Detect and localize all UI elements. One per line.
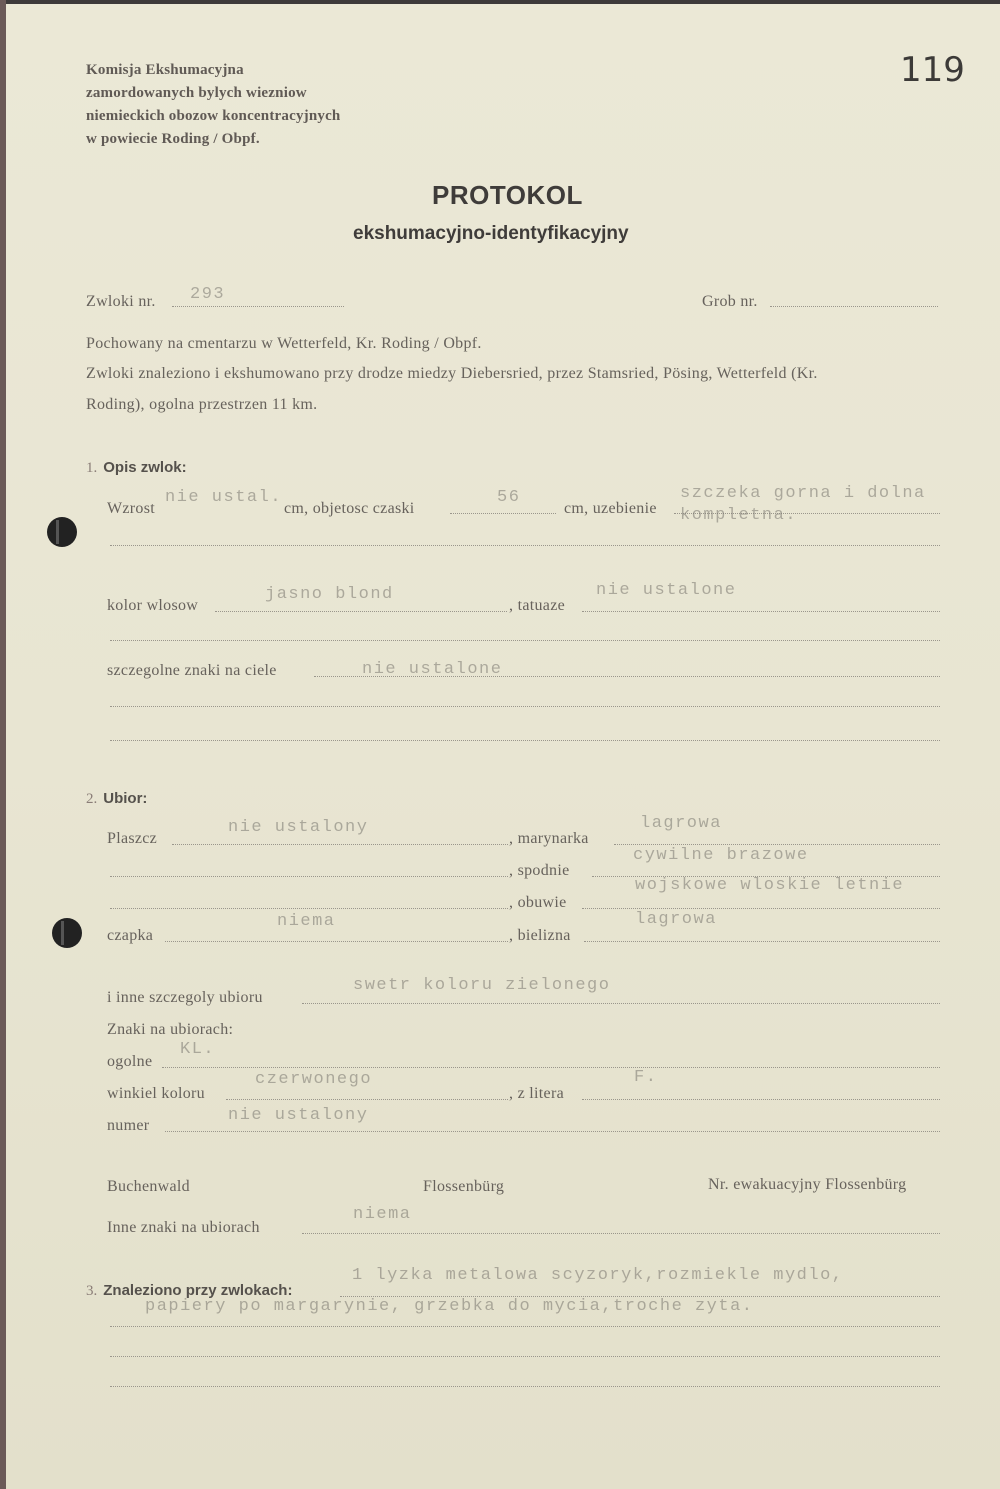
clothing-marks-heading: Znaki na ubiorach: <box>107 1021 234 1038</box>
cap-label: czapka <box>107 927 154 944</box>
found-items-value-1: 1 lyzka metalowa scyzoryk,rozmiekle mydlo, <box>352 1266 844 1285</box>
teeth-value-1: szczeka gorna i dolna <box>680 484 926 503</box>
number-label: numer <box>107 1117 150 1134</box>
height-value: nie ustal. <box>165 488 283 507</box>
found-items-value-2: papiery po margarynie, grzebka do mycia,troche zyta. <box>145 1297 754 1316</box>
other-clothing-marks-line <box>302 1233 940 1234</box>
evacuation-number-label: Nr. ewakuacyjny Flossenbürg <box>708 1176 907 1193</box>
section-1-number: 1. <box>86 460 98 476</box>
underwear-value: lagrowa <box>635 910 717 929</box>
other-clothing-marks-value: niema <box>353 1205 412 1224</box>
shoes-label: , obuwie <box>509 894 567 911</box>
corpse-number-label: Zwloki nr. <box>86 293 156 310</box>
org-line-1: Komisja Ekshumacyjna <box>86 62 244 78</box>
general-mark-line <box>162 1067 940 1068</box>
coat-line <box>172 844 508 845</box>
section-1-title: Opis zwlok: <box>103 459 187 476</box>
corpse-number-value: 293 <box>190 285 226 304</box>
winkiel-color-label: winkiel koloru <box>107 1085 205 1102</box>
skull-line <box>450 513 556 514</box>
section-3-number: 3. <box>86 1283 98 1299</box>
hair-color-line <box>215 611 507 612</box>
other-clothing-line <box>302 1003 940 1004</box>
section-1-blank-line-1 <box>110 545 940 546</box>
org-line-4: w powiecie Roding / Obpf. <box>86 131 260 147</box>
punch-hole-top <box>47 517 77 547</box>
body-marks-value: nie ustalone <box>362 660 503 679</box>
found-items-line-3 <box>110 1356 940 1357</box>
trousers-label: , spodnie <box>509 862 570 879</box>
winkiel-color-line <box>226 1099 508 1100</box>
cap-value: niema <box>277 912 336 931</box>
jacket-value: lagrowa <box>640 814 722 833</box>
other-clothing-label: i inne szczegoly ubioru <box>107 989 263 1006</box>
shoes-left-line <box>110 908 508 909</box>
found-items-line-2 <box>110 1326 940 1327</box>
underwear-line <box>584 941 940 942</box>
shoes-value: wojskowe wloskie letnie <box>635 876 905 895</box>
skull-value: 56 <box>497 488 521 507</box>
section-1-heading <box>86 459 187 477</box>
number-line <box>165 1131 940 1132</box>
page-number: 119 <box>900 50 965 90</box>
letter-value: F. <box>634 1068 658 1087</box>
hair-color-value: jasno blond <box>265 585 394 604</box>
grave-number-line <box>770 306 938 307</box>
grave-number-label: Grob nr. <box>702 293 758 310</box>
tattoo-line <box>582 611 940 612</box>
height-label: Wzrost <box>107 500 156 517</box>
burial-place-text: Pochowany na cmentarzu w Wetterfeld, Kr. Roding / Obpf. <box>86 335 482 352</box>
found-location-line-1: Zwloki znaleziono i ekshumowano przy drodze miedzy Diebersried, przez Stamsried, Pösing, Wetterfeld (Kr. <box>86 365 818 382</box>
org-line-2: zamordowanych bylych wiezniow <box>86 85 307 101</box>
other-clothing-value: swetr koloru zielonego <box>353 976 611 995</box>
teeth-value-2: kompletna. <box>680 506 798 525</box>
general-mark-value: KL. <box>180 1040 216 1059</box>
number-value: nie ustalony <box>228 1106 369 1125</box>
section-2-heading <box>86 790 147 808</box>
document-subtitle: ekshumacyjno-identyfikacyjny <box>353 223 629 244</box>
coat-label: Plaszcz <box>107 830 158 847</box>
org-line-3: niemieckich obozow koncentracyjnych <box>86 108 341 124</box>
document-title: PROTOKOL <box>432 180 583 210</box>
tattoo-label: , tatuaze <box>509 597 565 614</box>
letter-line <box>582 1099 940 1100</box>
section-1-blank-line-4 <box>110 740 940 741</box>
other-clothing-marks-label: Inne znaki na ubiorach <box>107 1219 260 1236</box>
section-3-title: Znaleziono przy zwlokach: <box>103 1282 293 1299</box>
section-1-blank-line-3 <box>110 706 940 707</box>
section-2-title: Ubior: <box>103 790 148 807</box>
cap-line <box>165 941 508 942</box>
coat-value: nie ustalony <box>228 818 369 837</box>
hair-color-label: kolor wlosow <box>107 597 199 614</box>
shoes-line <box>582 908 940 909</box>
body-marks-label: szczegolne znaki na ciele <box>107 662 277 679</box>
trousers-value: cywilne brazowe <box>633 846 809 865</box>
punch-hole-bottom <box>52 918 82 948</box>
jacket-line <box>614 844 940 845</box>
found-location-line-2: Roding), ogolna przestrzen 11 km. <box>86 396 318 413</box>
section-1-blank-line-2 <box>110 640 940 641</box>
section-2-number: 2. <box>86 791 98 807</box>
flossenburg-label: Flossenbürg <box>423 1178 505 1195</box>
underwear-label: , bielizna <box>509 927 571 944</box>
trousers-left-line <box>110 876 508 877</box>
tattoo-value: nie ustalone <box>596 581 737 600</box>
found-items-line-4 <box>110 1386 940 1387</box>
winkiel-color-value: czerwonego <box>255 1070 373 1089</box>
jacket-label: , marynarka <box>509 830 589 847</box>
general-mark-label: ogolne <box>107 1053 153 1070</box>
teeth-label: cm, uzebienie <box>564 500 657 517</box>
skull-label: cm, objetosc czaski <box>284 500 415 517</box>
buchenwald-label: Buchenwald <box>107 1178 190 1195</box>
letter-label: , z litera <box>509 1085 564 1102</box>
corpse-number-line <box>172 306 344 307</box>
